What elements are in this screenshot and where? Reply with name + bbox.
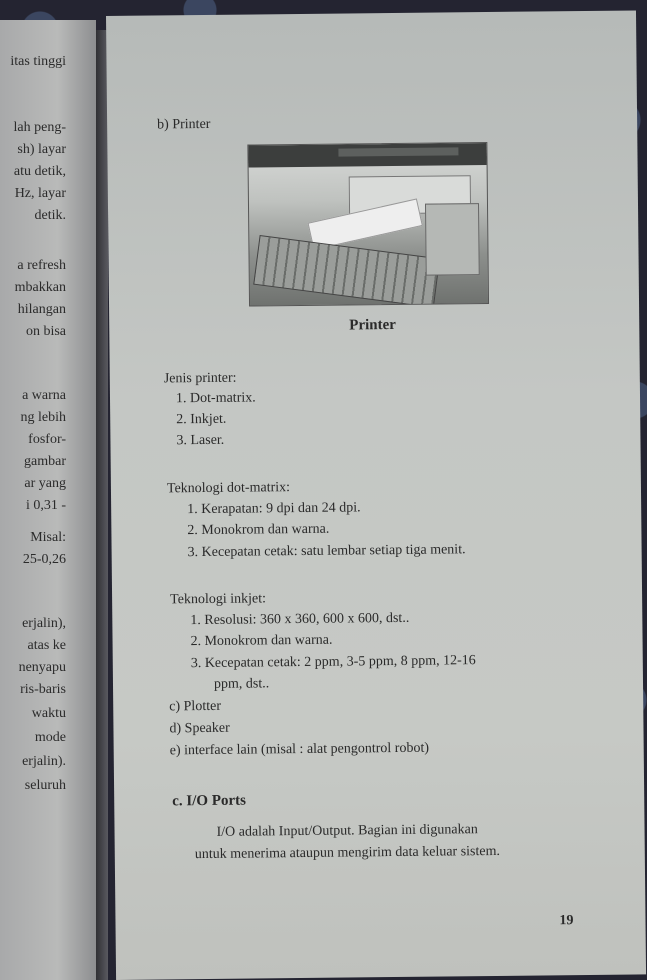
left-page-text: on bisa [25, 324, 66, 339]
inkjet-item: 2. Monokrom dan warna. [190, 632, 333, 650]
left-page-text: i 0,31 - [25, 498, 66, 513]
left-page-text: erjalin). [22, 754, 66, 769]
right-page [106, 10, 646, 979]
inkjet-item-continuation: ppm, dst.. [213, 676, 270, 692]
left-page-text: lah peng- [13, 120, 66, 135]
jenis-title: Jenis printer: [163, 370, 237, 387]
left-page-text: nenyapu [18, 660, 66, 675]
photo-lamp [338, 147, 458, 156]
dotmatrix-item: 1. Kerapatan: 9 dpi dan 24 dpi. [187, 500, 361, 518]
jenis-item: 1. Dot-matrix. [175, 390, 256, 407]
photo-cabinet [425, 203, 480, 276]
left-page-text: sh) layar [17, 142, 66, 157]
section-heading-printer: b) Printer [157, 116, 211, 133]
device-item-interface: e) interface lain (misal : alat pengontrol robot) [169, 740, 430, 759]
section-heading-io-ports: c. I/O Ports [172, 792, 247, 810]
left-page-text: fosfor- [28, 432, 66, 447]
device-item-plotter: c) Plotter [169, 698, 222, 715]
book-spine [96, 30, 108, 980]
io-paragraph-line: untuk menerima ataupun mengirim data keluar sistem. [194, 843, 501, 863]
left-page-text: ris-baris [20, 682, 66, 697]
inkjet-title: Teknologi inkjet: [170, 591, 267, 608]
dotmatrix-item: 2. Monokrom dan warna. [187, 521, 330, 539]
left-page-text: hilangan [17, 302, 66, 317]
left-page-text: gambar [24, 454, 66, 469]
left-page-text: a warna [22, 388, 66, 403]
left-page-text: 25-0,26 [22, 552, 66, 567]
dotmatrix-item: 3. Kecepatan cetak: satu lembar setiap tiga menit. [187, 542, 466, 561]
left-page-text: seluruh [24, 778, 66, 793]
dotmatrix-title: Teknologi dot-matrix: [166, 480, 291, 497]
left-page-text: waktu [31, 706, 66, 721]
jenis-item: 2. Inkjet. [176, 411, 227, 428]
left-page-text: detik. [34, 208, 66, 223]
left-page [0, 20, 96, 980]
left-page-text: a refresh [17, 258, 66, 273]
left-page-text: ng lebih [20, 410, 66, 425]
photo-keyboard [253, 235, 440, 307]
printer-photo [247, 142, 489, 307]
jenis-item: 3. Laser. [176, 432, 225, 449]
left-page-text: atu detik, [13, 164, 66, 179]
left-page-text: erjalin), [22, 616, 66, 631]
device-item-speaker: d) Speaker [169, 720, 230, 737]
inkjet-item: 3. Kecepatan cetak: 2 ppm, 3-5 ppm, 8 ppm, 12-16 [190, 653, 476, 672]
left-page-text: mode [34, 730, 66, 745]
left-page-text: ar yang [24, 476, 66, 491]
inkjet-item: 1. Resolusi: 360 x 360, 600 x 600, dst.. [190, 610, 410, 629]
left-page-text: itas tinggi [10, 54, 66, 69]
left-page-text: mbakkan [14, 280, 66, 295]
left-page-text: Misal: [30, 530, 66, 545]
page-number: 19 [559, 913, 574, 929]
left-page-text: Hz, layar [14, 186, 66, 201]
figure-caption: Printer [349, 316, 396, 334]
io-paragraph-line: I/O adalah Input/Output. Bagian ini digunakan [216, 822, 478, 840]
left-page-text: atas ke [27, 638, 66, 653]
